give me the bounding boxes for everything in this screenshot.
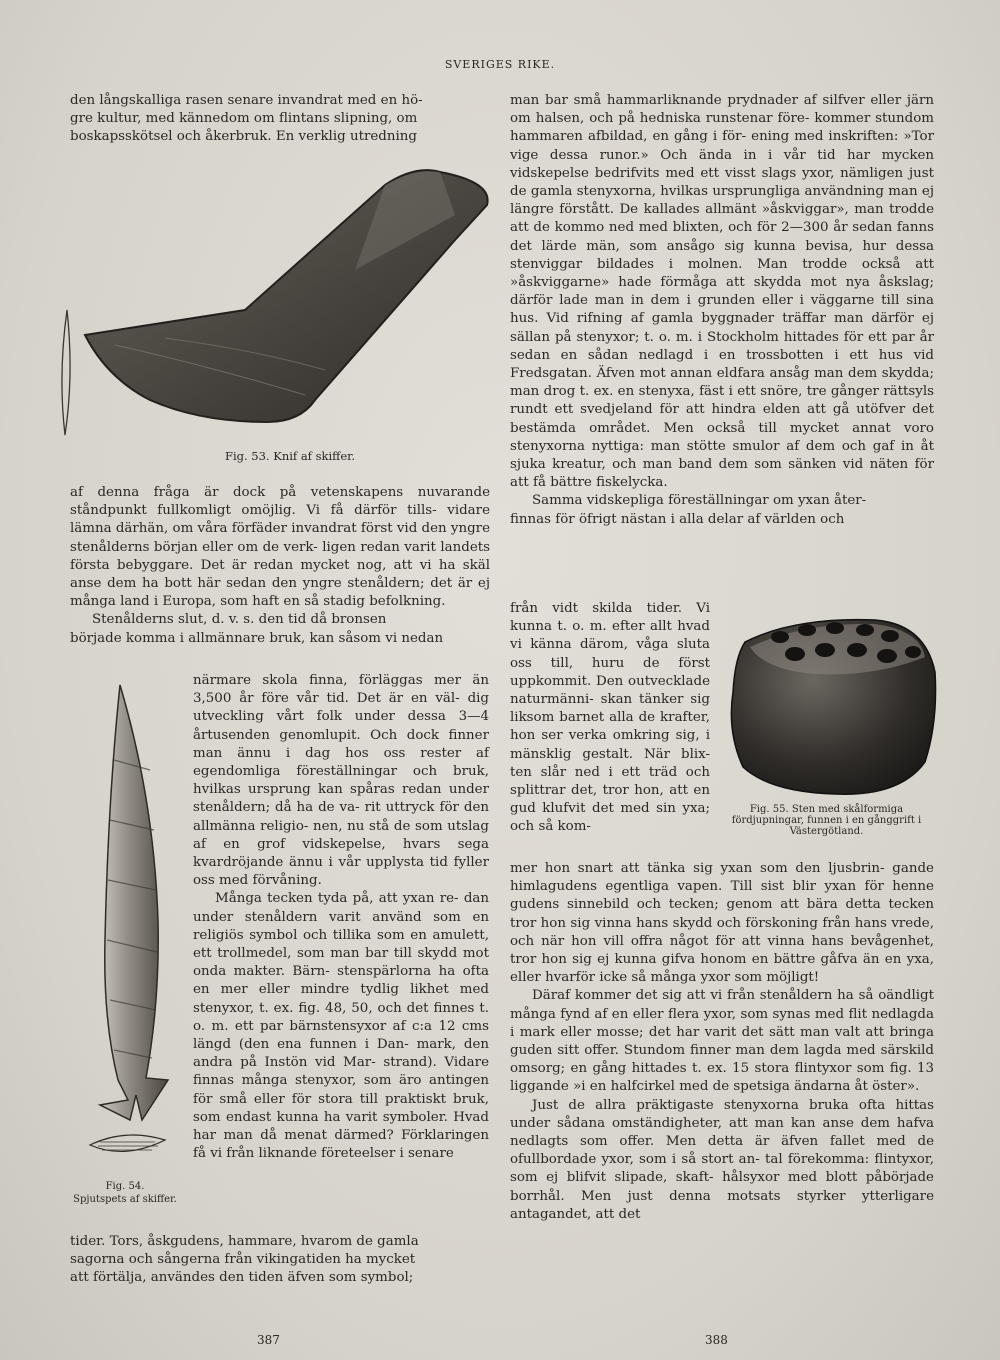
fig53-caption: Fig. 53. Knif af skiffer. — [224, 449, 356, 463]
paragraph: Många tecken tyda på, att yxan re- dan under stenåldern varit använd som en religiös symbol och tillika som en amulett, ett trollmedel, som man bar till skydd mot onda makter. Bärn- stenspärlorna ha ofta en mer eller mindre tydlig likhet med stenyxor, t. ex. fig. 48, 50, och det finnes t. o. m. ett par bärnstensyxor af c:a 12 cms längd (den ena funnen i Dan- mark, den andra på Instön vid Mar- strand). Vidare finnas många stenyxor, som äro antingen för små eller för stora till praktiskt bruk, som endast kunna ha varit symboler. Hvad har man då menat därmed? Förklaringen få vi från liknande företeelser i senare — [193, 891, 489, 1162]
fig54-caption-label: Fig. 54. — [105, 1181, 145, 1192]
text-line: gre kultur, med kännedom om flintans slipning, om — [70, 111, 418, 127]
right-column-top — [510, 92, 934, 529]
right-column-bottom — [510, 860, 934, 1224]
fig54-slate-spearpoint-illustration — [80, 680, 190, 1180]
left-column-middle — [70, 484, 490, 648]
left-column-bottom — [70, 1233, 490, 1288]
fig54-caption-text: Spjutspets af skiffer. — [73, 1194, 177, 1205]
page-number-left: 387 — [257, 1333, 280, 1347]
text-line: den långskalliga rasen senare invandrat med en hö- — [70, 93, 423, 108]
paragraph: från vidt skilda tider. Vi kunna t. o. m. efter allt hvad vi känna därom, våga sluta oss till, huru de först uppkommit. Den outvecklade naturmänni- skan tänker sig liksom barnet alla de krafter, hon ser verka omkring sig, i mänsklig gestalt. När blix- ten slår ned i ett träd och splittrar det, tror hon, att en gud klufvit det med sin yxa; och så kom- — [510, 601, 710, 835]
text-line: att förtälja, användes den tiden äfven som symbol; — [70, 1270, 414, 1286]
paragraph: mer hon snart att tänka sig yxan som den ljusbrin- gande himlagudens egentliga vapen. Till sist blir yxan för henne gudens sinnebild och tecken; genom att bära detta tecken tror hon sig vinna hans skydd och förskoning från hans vrede, och när hon vill offra något för att vinna hans bevågenhet, tror hon sig ej kunna gifva honom en bättre gåfva än en yxa, eller hvarför icke så många yxor som möjligt! — [510, 861, 934, 986]
left-column-narrow — [193, 672, 489, 1163]
paragraph: af denna fråga är dock på vetenskapens nuvarande ståndpunkt fullkomligt omöjlig. Vi få därför tills- vidare lämna därhän, om våra förfäder invandrat först vid den yngre stenålderns början eller om de verk- ligen redan varit landets första bebyggare. Det är redan mycket nog, att vi ha skäl anse dem ha bott här sedan den yngre stenåldern; det är ej många land i Europa, som haft en så stadig befolkning. — [70, 485, 490, 610]
paragraph: Samma vidskepliga föreställningar om yxan åter- — [532, 493, 867, 509]
fig54-caption — [60, 1180, 190, 1206]
running-head: SVERIGES RIKE. — [444, 58, 556, 71]
paragraph: Just de allra präktigaste stenyxorna bruka ofta hittas under sådana omständigheter, att man kan anse dem hafva nedlagts som offer. Men detta är äfven fallet med de ofullbordade yxor, som i så stort an- tal förekomma: flintyxor, som ej blifvit slipade, skaft- hålsyxor med blott påbörjade borrhål. Men just denna motsats styrker ytterligare antagandet, att det — [510, 1097, 934, 1222]
fig55-caption: Fig. 55. Sten med skålformiga fördjupningar, funnen i en gånggrift i Västergötland. — [731, 804, 922, 837]
text-line: sagorna och sångerna från vikingatiden ha mycket — [70, 1252, 416, 1268]
fig55-cupmark-stone-illustration — [725, 612, 940, 802]
text-line: boskapsskötsel och åkerbruk. En verklig utredning — [70, 129, 417, 145]
paragraph: man bar små hammarliknande prydnader af silfver eller järn om halsen, och på hedniska runstenar före- kommer stundom hammaren afbildad, en gång i för- ening med inskriften: »Tor vige dessa runor.» Och ända in i vår tid har mycken vidskepelse bedrifvits med ett visst slags yxor, nämligen just de gamla stenyxorna, hvilkas ursprungliga användning man ej längre förstått. De kallades allmänt »åskviggar», man trodde att de kommo ned med blixten, och för 2—300 år sedan fanns det lärde män, som ansågo sig kunna bevisa, hur dessa stenviggar bildades i molnen. Man trodde också att »åskviggarne» hade förmåga att skydda mot nya åskslag; därför lade man in dem i grunden eller i väggarne till sina hus. Vid rifning af gamla byggnader träffar man därför ej sällan på stenyxor; t. o. m. i Stockholm hittades för ett par år sedan en sådan nedlagd i en trossbotten i ett hus vid Fredsgatan. Äfven mot annan eldfara ansåg man dem skydda; man drog t. ex. en stenyxa, fäst i ett snöre, tre gånger rättsyls rundt ett svedjeland för att hindra elden att gå utöfver det bestämda området. Men också till mycket annat voro stenyxorna nyttiga: man stötte smulor af dem och gaf in åt sjuka kreatur, och man band dem som sänken vid näten för att få bättre fiskelycka. — [510, 93, 934, 491]
paragraph: finnas för öfrigt nästan i alla delar af världen och — [510, 511, 845, 527]
paragraph: började komma i allmännare bruk, kan såsom vi nedan — [70, 630, 444, 646]
text-line: tider. Tors, åskgudens, hammare, hvarom de gamla — [70, 1234, 419, 1249]
paragraph: Stenålderns slut, d. v. s. den tid då bronsen — [92, 612, 387, 628]
page-number-right: 388 — [705, 1333, 728, 1347]
paragraph: Däraf kommer det sig att vi från stenåldern ha så oändligt många fynd af en eller flera yxor, som synas med flit nedlagda i mark eller mosse; det har varit det sätt man valt att bringa guden sitt offer. Stundom finner man dem lagda med särskild omsorg; en gång hittades t. ex. 15 stora flintyxor som fig. 13 liggande »i en halfcirkel med de spetsiga ändarna åt öster». — [510, 988, 934, 1095]
paragraph: närmare skola finna, förläggas mer än 3,500 år före vår tid. Det är en väl- dig utveckling vårt folk under dessa 3—4 årtusenden genomlupit. Och dock finner man ännu i dag hos oss rester af egendomliga föreställningar och bruk, hvilkas ursprung kan spåras redan under stenåldern; då ha de va- rit uttryck för den allmänna religio- nen, nu stå de som utslag af en grof vidskepelse, hvars sega kvardröjande ännu i vår upplysta tid fyller oss med förvåning. — [193, 673, 489, 889]
fig53-slate-knife-illustration — [55, 160, 500, 445]
right-column-narrow — [510, 600, 710, 837]
left-column-top — [70, 92, 490, 147]
